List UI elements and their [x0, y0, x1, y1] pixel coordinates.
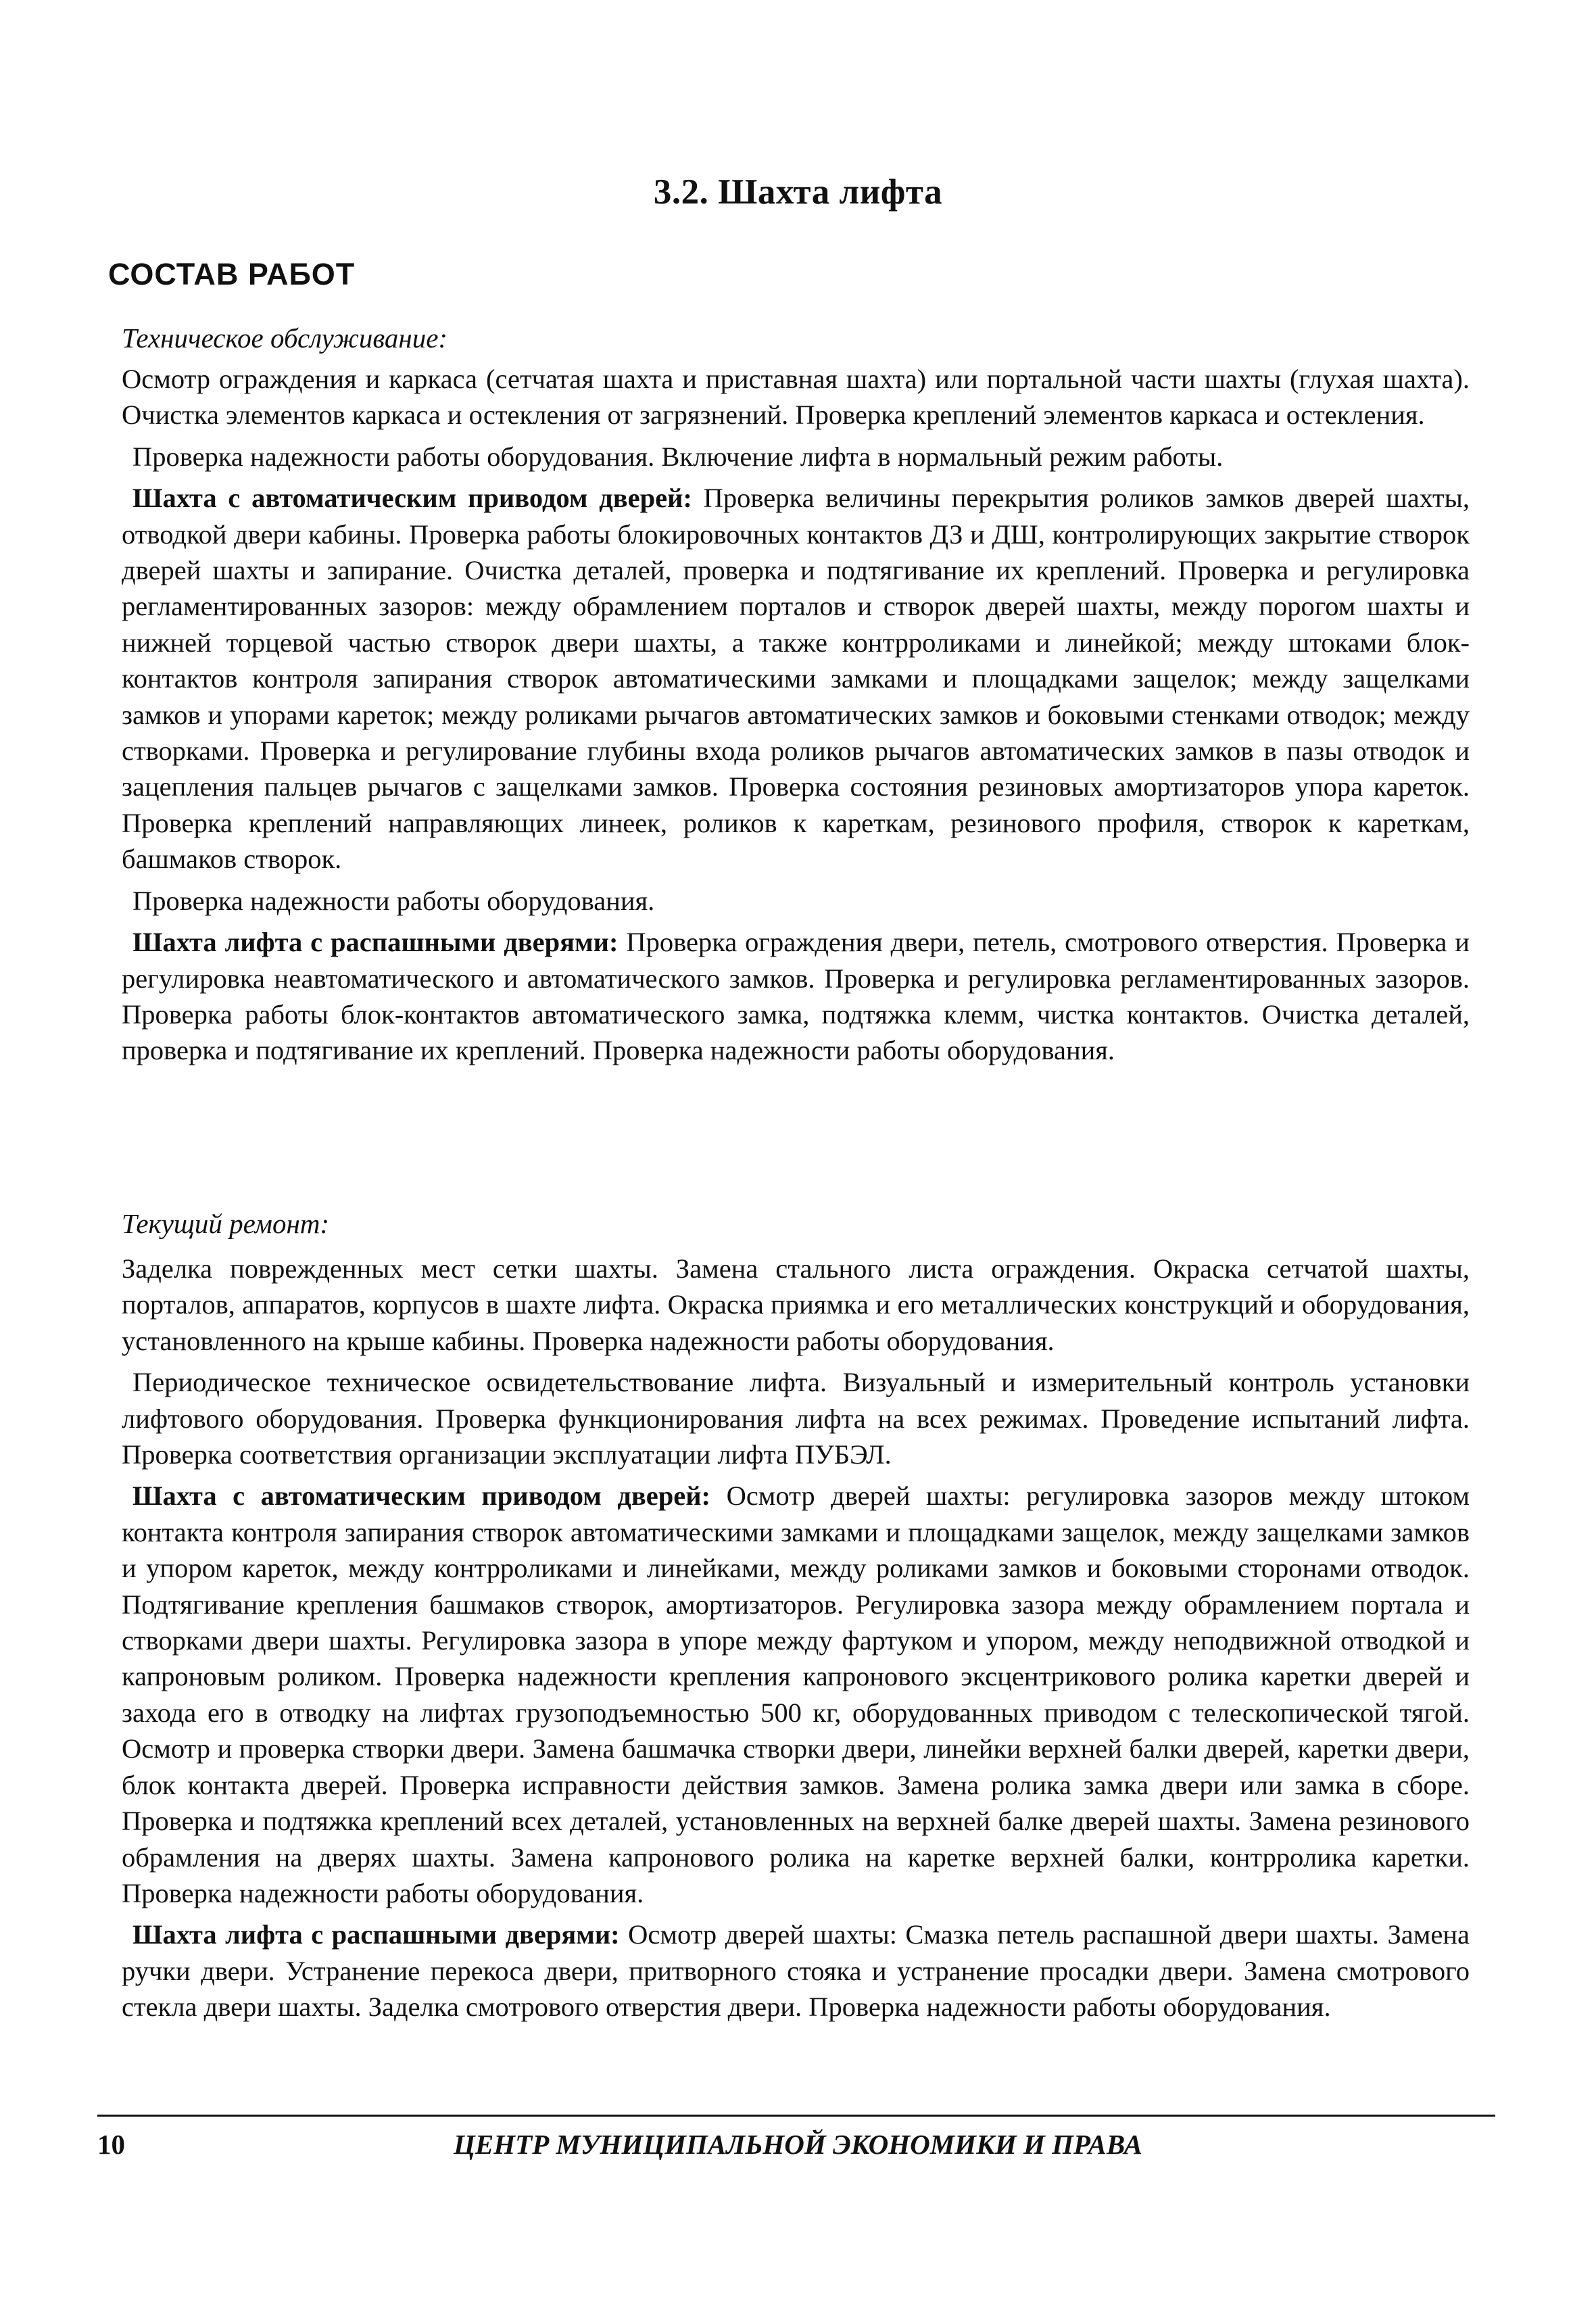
paragraph-body: Проверка величины перекрытия роликов замков дверей шахты, отводкой двери кабины. Проверка работы блокировочных контактов ДЗ и ДШ, контролирующих закрытие створок дверей шахты и запирание. Очистка деталей, проверка и подтягивание их креплений. Проверка и регулировка регламентированных зазоров: между обрамлением порталов и створок дверей шахты, между порогом шахты и нижней торцевой частью створок двери шахты, а также контрроликами и линейкой; между штоками блок-контактов контроля запирания створок автоматическими замками и площадками защелок; между защелками замков и упорами кареток; между роликами рычагов автоматических замков и боковыми стенками отводок; между створками. Проверка и регулирование глубины входа роликов рычагов автоматических замков в пазы отводок и зацепления пальцев рычагов с защелками замков. Проверка состояния резиновых амортизаторов упора кареток. Проверка креплений направляющих линеек, роликов к кареткам, резинового профиля, створок к кареткам, башмаков створок. [122, 483, 1470, 875]
paragraph-body: Проверка ограждения двери, петель, смотрового отверстия. Проверка и регулировка неавтоматического и автоматического замков. Проверка и регулировка регламентированных зазоров. Проверка работы блок-контактов автоматического замка, подтяжка клемм, чистка контактов. Очистка деталей, проверка и подтягивание их креплений. Проверка надежности работы оборудования. [122, 927, 1470, 1066]
repair-paragraph: Заделка поврежденных мест сетки шахты. Замена стального листа ограждения. Окраска сетчатой шахты, порталов, аппаратов, корпусов в шахте лифта. Окраска приямка и его металлических конструкций и оборудования, установленного на крыше кабины. Проверка надежности работы оборудования. [122, 1253, 1470, 1356]
footer-divider [97, 2115, 1495, 2117]
paragraph-lead: Шахта лифта с распашными дверями: [132, 1919, 620, 1950]
repair-heading: Текущий ремонт: [122, 1208, 330, 1239]
maintenance-paragraph [122, 480, 1470, 877]
page-number: 10 [97, 2129, 125, 2160]
repair-paragraph [122, 1917, 1470, 2025]
section-label: СОСТАВ РАБОТ [108, 257, 356, 291]
repair-paragraph [122, 1478, 1470, 1911]
paragraph-lead: Шахта лифта с распашными дверями: [132, 927, 619, 958]
repair-paragraph: Периодическое техническое освидетельствование лифта. Визуальный и измерительный контроль установки лифтового оборудования. Проверка функционирования лифта на всех режимах. Проведение испытаний лифта. Проверка соответствия организации эксплуатации лифта ПУБЭЛ. [122, 1367, 1470, 1470]
maintenance-paragraph: Проверка надежности работы оборудования. Включение лифта в нормальный режим работы. [132, 441, 1224, 472]
paragraph-body: Осмотр дверей шахты: Смазка петель распашной двери шахты. Замена ручки двери. Устранение перекоса двери, притворного стояка и устранение просадки двери. Замена смотрового стекла двери шахты. Заделка смотрового отверстия двери. Проверка надежности работы оборудования. [122, 1919, 1470, 2023]
paragraph-lead: Шахта с автоматическим приводом дверей: [132, 1480, 711, 1512]
maintenance-paragraph: Проверка надежности работы оборудования. [132, 885, 655, 916]
repair-text [122, 1251, 1470, 2031]
maintenance-heading: Техническое обслуживание: [122, 322, 448, 354]
maintenance-text [122, 361, 1470, 1074]
paragraph-lead: Шахта с автоматическим приводом дверей: [132, 483, 692, 514]
maintenance-paragraph: Осмотр ограждения и каркаса (сетчатая шахта и приставная шахта) или портальной части шахты (глухая шахта). Очистка элементов каркаса и остекления от загрязнений. Проверка креплений элементов каркаса и остекления. [122, 364, 1470, 431]
paragraph-body: Осмотр дверей шахты: регулировка зазоров между штоком контакта контроля запирания створок автоматическими замками и площадками защелок, между защелками замков и упором кареток, между контрроликами и линейками, между роликами замков и боковыми сторонами отводок. Подтягивание крепления башмаков створок, амортизаторов. Регулировка зазора между обрамлением портала и створками двери шахты. Регулировка зазора в упоре между фартуком и упором, между неподвижной отводкой и капроновым роликом. Проверка надежности крепления капронового эксцентрикового ролика каретки дверей и захода его в отводку на лифтах грузоподъемностью 500 кг, оборудованных приводом с телескопической тягой. Осмотр и проверка створки двери. Замена башмачка створки двери, линейки верхней балки дверей, каретки двери, блок контакта дверей. Проверка исправности действия замков. Замена ролика замка двери или замка в сборе. Проверка и подтяжка креплений всех деталей, установленных на верхней балке дверей шахты. Замена резинового обрамления на дверях шахты. Замена капронового ролика на каретке верхней балки, контрролика каретки. Проверка надежности работы оборудования. [122, 1480, 1470, 1908]
page-title: 3.2. Шахта лифта [653, 172, 943, 212]
footer-publisher: ЦЕНТР МУНИЦИПАЛЬНОЙ ЭКОНОМИКИ И ПРАВА [454, 2129, 1142, 2160]
maintenance-paragraph [122, 924, 1470, 1069]
